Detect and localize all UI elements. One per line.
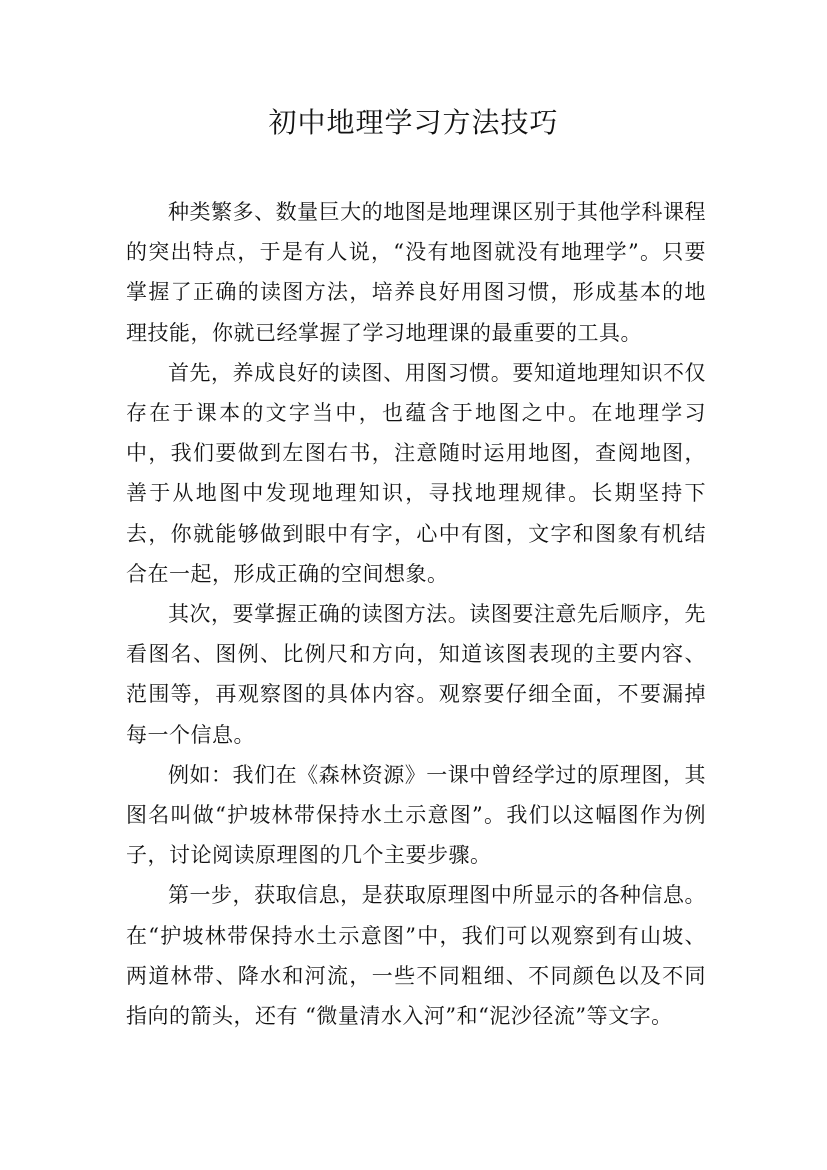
paragraph-second: 其次，要掌握正确的读图方法。读图要注意先后顺序，先看图名、图例、比例尺和方向，知道该图表现的主要内容、范围等，再观察图的具体内容。观察要仔细全面，不要漏掉每一个信息。 <box>126 602 706 747</box>
document-body <box>126 192 706 1036</box>
paragraph-first: 首先，养成良好的读图、用图习惯。要知道地理知识不仅存在于课本的文字当中，也蕴含于地图之中。在地理学习中，我们要做到左图右书，注意随时运用地图，查阅地图，善于从地图中发现地理知识，寻找地理规律。长期坚持下去，你就能够做到眼中有字，心中有图，文字和图象有机结合在一起，形成正确的空间想象。 <box>126 360 706 586</box>
paragraph-example: 例如：我们在《森林资源》一课中曾经学过的原理图，其图名叫做“护坡林带保持水土示意图”。我们以这幅图作为例子，讨论阅读原理图的几个主要步骤。 <box>126 762 706 868</box>
paragraph-intro: 种类繁多、数量巨大的地图是地理课区别于其他学科课程的突出特点，于是有人说，“没有地图就没有地理学”。只要掌握了正确的读图方法，培养良好用图习惯，形成基本的地理技能，你就已经掌握了学习地理课的最重要的工具。 <box>126 200 706 345</box>
document-title: 初中地理学习方法技巧 <box>268 106 559 139</box>
paragraph-step-one: 第一步，获取信息，是获取原理图中所显示的各种信息。在“护坡林带保持水土示意图”中，我们可以观察到有山坡、两道林带、降水和河流，一些不同粗细、不同颜色以及不同指向的箭头，还有 “微量清水入河”和“泥沙径流”等文字。 <box>126 883 706 1029</box>
